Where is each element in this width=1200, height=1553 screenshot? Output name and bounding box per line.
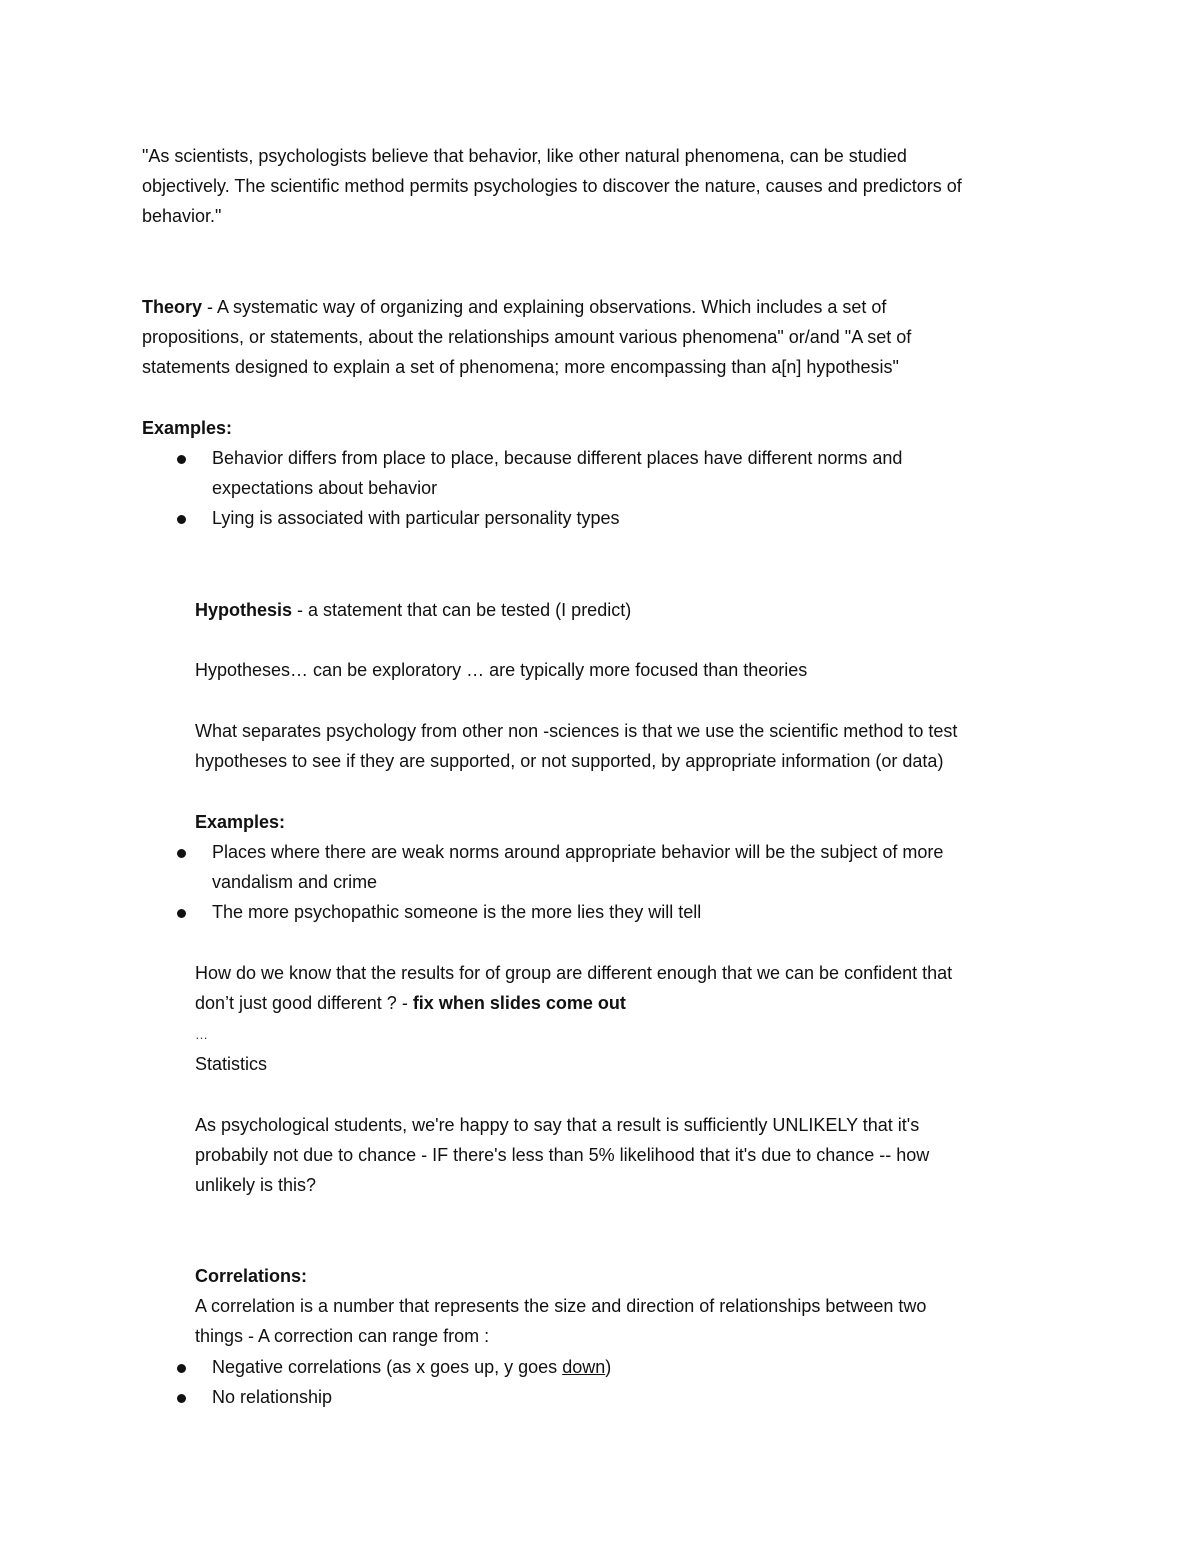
intro-line-1: "As scientists, psychologists believe that behavior, like other natural phenomena, can be studied	[142, 146, 907, 166]
theory-line-3: statements designed to explain a set of phenomena; more encompassing than a[n] hypothesis"	[142, 357, 899, 377]
intro-line-3: behavior."	[142, 206, 222, 226]
correlation-none: No relationship	[212, 1387, 333, 1407]
correlation-negative-close: )	[605, 1357, 612, 1377]
students-line-2: probabily not due to chance - IF there's less than 5% likelihood that it's due to chance -- how	[195, 1145, 930, 1165]
correlations-heading: Correlations:	[195, 1266, 308, 1286]
bullet-icon	[177, 849, 186, 858]
bullet-icon	[177, 455, 186, 464]
hypothesis-term: Hypothesis	[195, 600, 293, 620]
theory-examples-heading: Examples:	[142, 418, 233, 438]
theory-example-2: Lying is associated with particular personality types	[212, 508, 620, 528]
bullet-icon	[177, 909, 186, 918]
hypothesis-examples-heading: Examples:	[195, 812, 286, 832]
hypothesis-line	[195, 595, 631, 625]
theory-definition-start: - A systematic way of organizing and explaining observations. Which includes a set of	[202, 297, 887, 317]
correlation-negative-text: Negative correlations (as x goes up, y goes	[212, 1357, 563, 1377]
theory-example-1-line-1: Behavior differs from place to place, because different places have different norms and	[212, 448, 903, 468]
theory-example-1-line-2: expectations about behavior	[212, 478, 438, 498]
correlations-line-1: A correlation is a number that represents the size and direction of relationships between two	[195, 1296, 927, 1316]
theory-term: Theory	[142, 297, 203, 317]
correlation-down-word: down	[562, 1357, 606, 1377]
bullet-icon	[177, 1394, 186, 1403]
fix-note: fix when slides come out	[412, 993, 626, 1013]
correlation-negative	[212, 1352, 611, 1382]
correlations-line-2: things - A correction can range from :	[195, 1326, 490, 1346]
students-line-1: As psychological students, we're happy to say that a result is sufficiently UNLIKELY that it's	[195, 1115, 920, 1135]
separates-line-1: What separates psychology from other non -sciences is that we use the scientific method to test	[195, 721, 958, 741]
hypothesis-example-1-line-1: Places where there are weak norms around appropriate behavior will be the subject of more	[212, 842, 944, 862]
bullet-icon	[177, 1364, 186, 1373]
hypothesis-definition: - a statement that can be tested (I predict)	[292, 600, 632, 620]
ellipsis: …	[195, 1027, 208, 1042]
intro-line-2: objectively. The scientific method permits psychologies to discover the nature, causes and predictors of	[142, 176, 962, 196]
question-line-2	[195, 988, 626, 1018]
hypotheses-exploratory: Hypotheses… can be exploratory … are typically more focused than theories	[195, 660, 808, 680]
question-text: don’t just good different ? -	[195, 993, 413, 1013]
theory-line-1	[142, 292, 886, 322]
statistics-label: Statistics	[195, 1054, 268, 1074]
bullet-icon	[177, 515, 186, 524]
question-line-1: How do we know that the results for of group are different enough that we can be confident that	[195, 963, 953, 983]
hypothesis-example-1-line-2: vandalism and crime	[212, 872, 378, 892]
separates-line-2: hypotheses to see if they are supported, or not supported, by appropriate information (or data)	[195, 751, 944, 771]
theory-line-2: propositions, or statements, about the relationships amount various phenomena" or/and "A set of	[142, 327, 912, 347]
students-line-3: unlikely is this?	[195, 1175, 317, 1195]
hypothesis-example-2: The more psychopathic someone is the more lies they will tell	[212, 902, 702, 922]
